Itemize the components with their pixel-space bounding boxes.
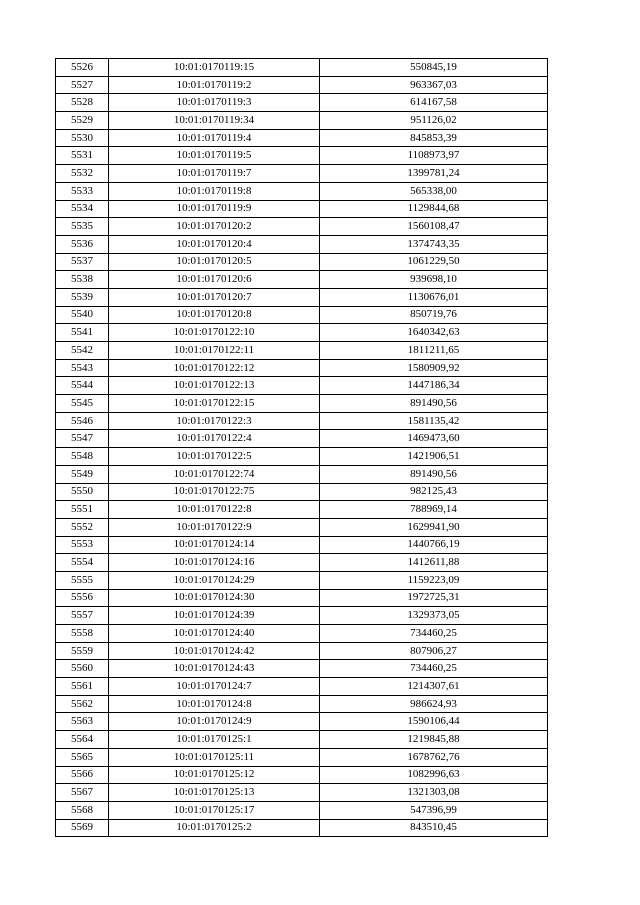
value-cell: 1440766,19: [320, 536, 548, 554]
row-number-cell: 5565: [56, 748, 109, 766]
table-row: [56, 483, 548, 501]
cadastral-number-cell: 10:01:0170120:4: [109, 235, 320, 253]
row-number-cell: 5545: [56, 395, 109, 413]
row-number-cell: 5560: [56, 660, 109, 678]
value-cell: 734460,25: [320, 660, 548, 678]
cadastral-number-cell: 10:01:0170122:9: [109, 518, 320, 536]
cadastral-number-cell: 10:01:0170124:14: [109, 536, 320, 554]
value-cell: 614167,58: [320, 94, 548, 112]
cadastral-number-cell: 10:01:0170122:10: [109, 324, 320, 342]
value-cell: 963367,03: [320, 76, 548, 94]
table-row: [56, 182, 548, 200]
table-row: [56, 129, 548, 147]
value-cell: 1560108,47: [320, 218, 548, 236]
row-number-cell: 5542: [56, 342, 109, 360]
cadastral-number-cell: 10:01:0170119:2: [109, 76, 320, 94]
table-row: [56, 713, 548, 731]
table-row: [56, 748, 548, 766]
table-row: [56, 324, 548, 342]
value-cell: 1082996,63: [320, 766, 548, 784]
table-row: [56, 801, 548, 819]
cadastral-number-cell: 10:01:0170124:8: [109, 695, 320, 713]
value-cell: 547396,99: [320, 801, 548, 819]
value-cell: 788969,14: [320, 501, 548, 519]
row-number-cell: 5526: [56, 59, 109, 77]
table-row: [56, 695, 548, 713]
table-row: [56, 819, 548, 837]
cadastral-number-cell: 10:01:0170124:39: [109, 607, 320, 625]
cadastral-number-cell: 10:01:0170122:4: [109, 430, 320, 448]
table-row: [56, 271, 548, 289]
value-cell: 1580909,92: [320, 359, 548, 377]
cadastral-number-cell: 10:01:0170119:8: [109, 182, 320, 200]
value-cell: 1061229,50: [320, 253, 548, 271]
cadastral-number-cell: 10:01:0170119:5: [109, 147, 320, 165]
value-cell: 1421906,51: [320, 448, 548, 466]
cadastral-number-cell: 10:01:0170125:12: [109, 766, 320, 784]
row-number-cell: 5534: [56, 200, 109, 218]
table-body: [56, 59, 548, 837]
row-number-cell: 5536: [56, 235, 109, 253]
value-cell: 1640342,63: [320, 324, 548, 342]
value-cell: 982125,43: [320, 483, 548, 501]
cadastral-number-cell: 10:01:0170125:13: [109, 784, 320, 802]
cadastral-number-cell: 10:01:0170124:16: [109, 554, 320, 572]
value-cell: 1130676,01: [320, 288, 548, 306]
table-row: [56, 554, 548, 572]
table-row: [56, 660, 548, 678]
cadastral-number-cell: 10:01:0170125:17: [109, 801, 320, 819]
value-cell: 1581135,42: [320, 412, 548, 430]
table-row: [56, 412, 548, 430]
row-number-cell: 5552: [56, 518, 109, 536]
row-number-cell: 5535: [56, 218, 109, 236]
row-number-cell: 5568: [56, 801, 109, 819]
row-number-cell: 5557: [56, 607, 109, 625]
row-number-cell: 5541: [56, 324, 109, 342]
row-number-cell: 5544: [56, 377, 109, 395]
table-row: [56, 784, 548, 802]
value-cell: 565338,00: [320, 182, 548, 200]
cadastral-number-cell: 10:01:0170125:2: [109, 819, 320, 837]
table-row: [56, 448, 548, 466]
value-cell: 843510,45: [320, 819, 548, 837]
row-number-cell: 5566: [56, 766, 109, 784]
value-cell: 1412611,88: [320, 554, 548, 572]
value-cell: 1972725,31: [320, 589, 548, 607]
row-number-cell: 5555: [56, 571, 109, 589]
row-number-cell: 5553: [56, 536, 109, 554]
table-row: [56, 607, 548, 625]
value-cell: 845853,39: [320, 129, 548, 147]
cadastral-number-cell: 10:01:0170120:7: [109, 288, 320, 306]
value-cell: 1219845,88: [320, 731, 548, 749]
value-cell: 939698,10: [320, 271, 548, 289]
cadastral-number-cell: 10:01:0170125:1: [109, 731, 320, 749]
row-number-cell: 5551: [56, 501, 109, 519]
cadastral-number-cell: 10:01:0170122:11: [109, 342, 320, 360]
row-number-cell: 5528: [56, 94, 109, 112]
value-cell: 1629941,90: [320, 518, 548, 536]
value-cell: 850719,76: [320, 306, 548, 324]
cadastral-number-cell: 10:01:0170122:74: [109, 465, 320, 483]
table-row: [56, 395, 548, 413]
value-cell: 734460,25: [320, 625, 548, 643]
table-row: [56, 518, 548, 536]
row-number-cell: 5550: [56, 483, 109, 501]
table-row: [56, 253, 548, 271]
table-row: [56, 200, 548, 218]
table-row: [56, 235, 548, 253]
row-number-cell: 5543: [56, 359, 109, 377]
row-number-cell: 5554: [56, 554, 109, 572]
cadastral-number-cell: 10:01:0170119:34: [109, 112, 320, 130]
table-row: [56, 731, 548, 749]
table-row: [56, 430, 548, 448]
row-number-cell: 5537: [56, 253, 109, 271]
row-number-cell: 5563: [56, 713, 109, 731]
row-number-cell: 5533: [56, 182, 109, 200]
cadastral-number-cell: 10:01:0170119:7: [109, 165, 320, 183]
table-row: [56, 147, 548, 165]
table-row: [56, 112, 548, 130]
cadastral-number-cell: 10:01:0170122:5: [109, 448, 320, 466]
row-number-cell: 5546: [56, 412, 109, 430]
table-row: [56, 501, 548, 519]
cadastral-number-cell: 10:01:0170122:75: [109, 483, 320, 501]
value-cell: 951126,02: [320, 112, 548, 130]
value-cell: 1590106,44: [320, 713, 548, 731]
row-number-cell: 5549: [56, 465, 109, 483]
row-number-cell: 5539: [56, 288, 109, 306]
value-cell: 1129844,68: [320, 200, 548, 218]
value-cell: 807906,27: [320, 642, 548, 660]
table-row: [56, 766, 548, 784]
row-number-cell: 5548: [56, 448, 109, 466]
table-row: [56, 536, 548, 554]
row-number-cell: 5532: [56, 165, 109, 183]
row-number-cell: 5567: [56, 784, 109, 802]
cadastral-number-cell: 10:01:0170122:13: [109, 377, 320, 395]
cadastral-number-cell: 10:01:0170124:30: [109, 589, 320, 607]
cadastral-number-cell: 10:01:0170122:8: [109, 501, 320, 519]
row-number-cell: 5559: [56, 642, 109, 660]
value-cell: 891490,56: [320, 395, 548, 413]
row-number-cell: 5530: [56, 129, 109, 147]
value-cell: 1214307,61: [320, 678, 548, 696]
cadastral-number-cell: 10:01:0170119:3: [109, 94, 320, 112]
table-row: [56, 306, 548, 324]
table-row: [56, 94, 548, 112]
table-row: [56, 642, 548, 660]
value-cell: 1447186,34: [320, 377, 548, 395]
table-row: [56, 288, 548, 306]
cadastral-number-cell: 10:01:0170120:8: [109, 306, 320, 324]
row-number-cell: 5538: [56, 271, 109, 289]
row-number-cell: 5564: [56, 731, 109, 749]
cadastral-number-cell: 10:01:0170124:29: [109, 571, 320, 589]
cadastral-number-cell: 10:01:0170119:4: [109, 129, 320, 147]
row-number-cell: 5529: [56, 112, 109, 130]
table-row: [56, 218, 548, 236]
value-cell: 986624,93: [320, 695, 548, 713]
row-number-cell: 5540: [56, 306, 109, 324]
row-number-cell: 5527: [56, 76, 109, 94]
cadastral-number-cell: 10:01:0170120:5: [109, 253, 320, 271]
value-cell: 1678762,76: [320, 748, 548, 766]
cadastral-number-cell: 10:01:0170124:40: [109, 625, 320, 643]
row-number-cell: 5562: [56, 695, 109, 713]
table-row: [56, 589, 548, 607]
value-cell: 1399781,24: [320, 165, 548, 183]
cadastral-number-cell: 10:01:0170119:15: [109, 59, 320, 77]
value-cell: 891490,56: [320, 465, 548, 483]
table-row: [56, 678, 548, 696]
cadastral-number-cell: 10:01:0170122:15: [109, 395, 320, 413]
cadastral-number-cell: 10:01:0170124:7: [109, 678, 320, 696]
row-number-cell: 5556: [56, 589, 109, 607]
row-number-cell: 5547: [56, 430, 109, 448]
row-number-cell: 5569: [56, 819, 109, 837]
table-row: [56, 76, 548, 94]
cadastral-number-cell: 10:01:0170124:9: [109, 713, 320, 731]
cadastral-number-cell: 10:01:0170120:2: [109, 218, 320, 236]
cadastral-number-cell: 10:01:0170124:43: [109, 660, 320, 678]
table-row: [56, 465, 548, 483]
table-row: [56, 342, 548, 360]
cadastral-number-cell: 10:01:0170124:42: [109, 642, 320, 660]
cadastral-number-cell: 10:01:0170122:12: [109, 359, 320, 377]
value-cell: 1159223,09: [320, 571, 548, 589]
data-table: [55, 58, 548, 837]
table-row: [56, 165, 548, 183]
value-cell: 550845,19: [320, 59, 548, 77]
row-number-cell: 5531: [56, 147, 109, 165]
value-cell: 1329373,05: [320, 607, 548, 625]
cadastral-number-cell: 10:01:0170120:6: [109, 271, 320, 289]
cadastral-number-cell: 10:01:0170119:9: [109, 200, 320, 218]
cadastral-number-cell: 10:01:0170125:11: [109, 748, 320, 766]
row-number-cell: 5561: [56, 678, 109, 696]
row-number-cell: 5558: [56, 625, 109, 643]
value-cell: 1469473,60: [320, 430, 548, 448]
table-row: [56, 377, 548, 395]
value-cell: 1321303,08: [320, 784, 548, 802]
value-cell: 1374743,35: [320, 235, 548, 253]
value-cell: 1108973,97: [320, 147, 548, 165]
table-row: [56, 359, 548, 377]
value-cell: 1811211,65: [320, 342, 548, 360]
table-row: [56, 59, 548, 77]
cadastral-number-cell: 10:01:0170122:3: [109, 412, 320, 430]
table-row: [56, 625, 548, 643]
table-row: [56, 571, 548, 589]
